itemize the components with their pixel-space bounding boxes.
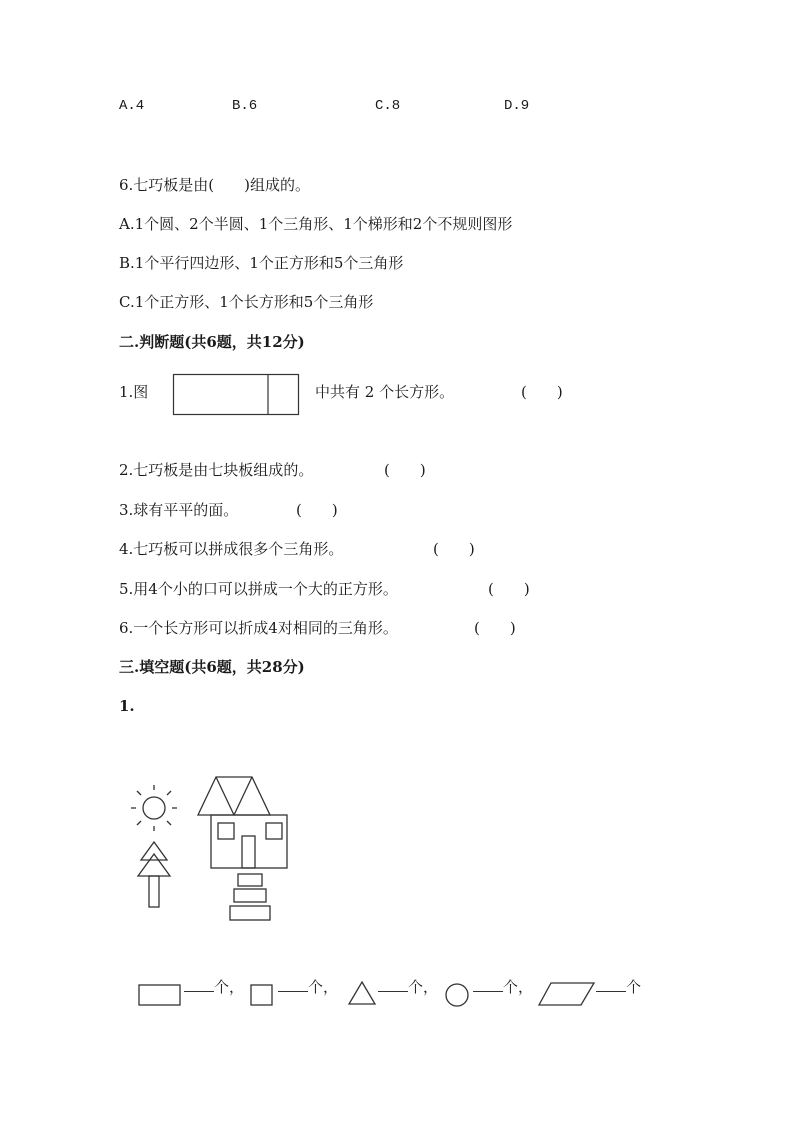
house-window-left — [218, 823, 234, 839]
section-3-title: 三.填空题(共6题，共28分) — [119, 658, 305, 676]
q6-option-b: B.1个平行四边形、1个正方形和5个三角形 — [119, 254, 404, 272]
judge-1-prefix: 1.图 — [119, 383, 149, 401]
judge-6-text: 6.一个长方形可以折成4对相同的三角形。 — [119, 619, 398, 637]
sun-icon — [131, 785, 177, 831]
judge-4-text: 4.七巧板可以拼成很多个三角形。 — [119, 540, 344, 558]
judge-3-text: 3.球有平平的面。 — [119, 501, 239, 519]
q5-option-d: D.9 — [504, 98, 530, 114]
step-top — [238, 874, 262, 886]
judge-1-text: 中共有 2 个长方形。 — [315, 383, 455, 401]
blank-triangle[interactable] — [378, 975, 408, 992]
blank-square[interactable] — [278, 975, 308, 992]
judge-6-bracket[interactable]: ( ) — [474, 619, 516, 637]
count-square: 个， — [278, 975, 338, 997]
parallelogram-icon — [538, 981, 596, 1007]
step-middle — [234, 889, 266, 902]
judge-3-bracket[interactable]: ( ) — [296, 501, 338, 519]
judge-2-bracket[interactable]: ( ) — [384, 461, 426, 479]
q5-option-c: C.8 — [375, 98, 401, 114]
q6-stem: 6.七巧板是由( )组成的。 — [119, 176, 311, 194]
count-rectangle: 个， — [184, 975, 244, 997]
judge-1-bracket[interactable]: ( ) — [521, 383, 563, 401]
judge-4-bracket[interactable]: ( ) — [433, 540, 475, 558]
house-roof — [198, 777, 270, 815]
blank-circle[interactable] — [473, 975, 503, 992]
q5-option-a: A.4 — [119, 98, 145, 114]
triangle-icon — [348, 980, 378, 1006]
house-door — [242, 836, 255, 868]
q5-option-b: B.6 — [232, 98, 258, 114]
square-icon — [250, 983, 275, 1007]
circle-icon — [445, 983, 471, 1009]
fill-q1-label: 1. — [119, 697, 135, 715]
blank-parallelogram[interactable] — [596, 975, 626, 992]
blank-rectangle[interactable] — [184, 975, 214, 992]
house-picture — [130, 774, 305, 924]
count-triangle: 个， — [378, 975, 438, 997]
section-2-title: 二.判断题(共6题，共12分) — [119, 333, 305, 351]
two-rectangles-figure — [173, 374, 300, 416]
judge-5-text: 5.用4个小的口可以拼成一个大的正方形。 — [119, 580, 398, 598]
tree-figure — [138, 842, 170, 907]
step-bottom — [230, 906, 270, 920]
rectangle-icon — [138, 983, 182, 1007]
judge-2-text: 2.七巧板是由七块板组成的。 — [119, 461, 314, 479]
judge-5-bracket[interactable]: ( ) — [488, 580, 530, 598]
house-window-right — [266, 823, 282, 839]
q6-option-c: C.1个正方形、1个长方形和5个三角形 — [119, 293, 374, 311]
count-parallelogram: 个 — [596, 975, 641, 997]
q6-option-a: A.1个圆、2个半圆、1个三角形、1个梯形和2个不规则图形 — [119, 215, 513, 233]
count-circle: 个， — [473, 975, 533, 997]
